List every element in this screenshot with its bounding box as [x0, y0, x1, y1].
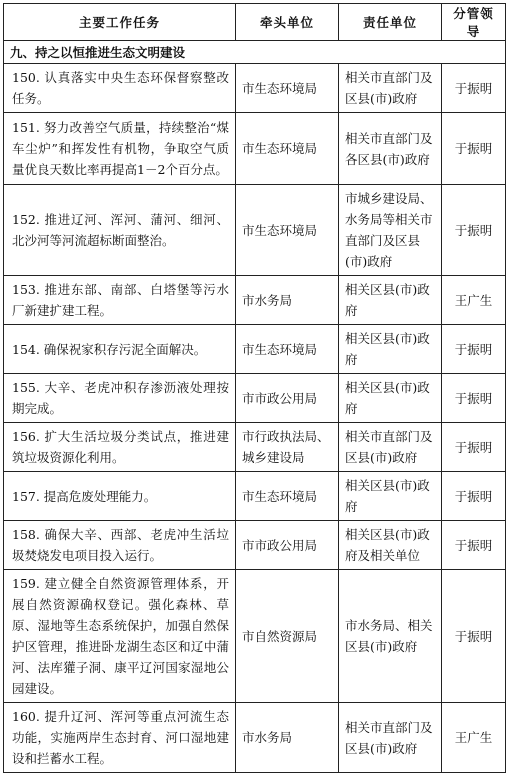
table-header-row: [4, 4, 506, 41]
header-task: 主要工作任务: [4, 4, 236, 41]
responsible-unit-cell: 相关区县(市)政府: [339, 472, 442, 521]
task-cell: 155. 大辛、老虎冲积存渗沥液处理按期完成。: [4, 374, 236, 423]
responsible-unit-cell: 相关区县(市)政府: [339, 276, 442, 325]
table-row: [4, 423, 506, 472]
table-row: [4, 185, 506, 276]
leader-cell: 于振明: [442, 570, 506, 703]
work-task-table: [3, 3, 506, 773]
responsible-unit-cell: 相关市直部门及区县(市)政府: [339, 423, 442, 472]
leader-cell: 于振明: [442, 113, 506, 185]
lead-unit-cell: 市市政公用局: [236, 374, 339, 423]
lead-unit-cell: 市水务局: [236, 703, 339, 773]
header-lead-unit: 牵头单位: [236, 4, 339, 41]
work-task-table-document: [3, 3, 505, 773]
leader-cell: 于振明: [442, 521, 506, 570]
task-cell: 153. 推进东部、南部、白塔堡等污水厂新建扩建工程。: [4, 276, 236, 325]
table-row: [4, 325, 506, 374]
leader-cell: 于振明: [442, 374, 506, 423]
table-row: [4, 521, 506, 570]
task-cell: 160. 提升辽河、浑河等重点河流生态功能，实施两岸生态封育、河口湿地建设和拦蓄水工程。: [4, 703, 236, 773]
lead-unit-cell: 市行政执法局、城乡建设局: [236, 423, 339, 472]
lead-unit-cell: 市生态环境局: [236, 325, 339, 374]
task-cell: 151. 努力改善空气质量，持续整治“煤车尘炉”和挥发性有机物，争取空气质量优良天数比率再提高1－2个百分点。: [4, 113, 236, 185]
task-cell: 152. 推进辽河、浑河、蒲河、细河、北沙河等河流超标断面整治。: [4, 185, 236, 276]
responsible-unit-cell: 相关市直部门及各区县(市)政府: [339, 113, 442, 185]
table-row: [4, 703, 506, 773]
task-cell: 159. 建立健全自然资源管理体系，开展自然资源确权登记。强化森林、草原、湿地等生态系统保护，加强自然保护区管理，推进卧龙湖生态区和辽中蒲河、法库獾子洞、康平辽河国家湿地公园建设。: [4, 570, 236, 703]
task-cell: 150. 认真落实中央生态环保督察整改任务。: [4, 64, 236, 113]
responsible-unit-cell: 相关区县(市)政府: [339, 325, 442, 374]
leader-cell: 于振明: [442, 472, 506, 521]
responsible-unit-cell: 市城乡建设局、水务局等相关市直部门及区县(市)政府: [339, 185, 442, 276]
lead-unit-cell: 市生态环境局: [236, 185, 339, 276]
lead-unit-cell: 市生态环境局: [236, 113, 339, 185]
task-cell: 156. 扩大生活垃圾分类试点，推进建筑垃圾资源化利用。: [4, 423, 236, 472]
leader-cell: 于振明: [442, 185, 506, 276]
leader-cell: 于振明: [442, 64, 506, 113]
table-row: [4, 64, 506, 113]
lead-unit-cell: 市水务局: [236, 276, 339, 325]
task-cell: 158. 确保大辛、西部、老虎冲生活垃圾焚烧发电项目投入运行。: [4, 521, 236, 570]
table-row: [4, 113, 506, 185]
leader-cell: 于振明: [442, 325, 506, 374]
table-row: [4, 472, 506, 521]
responsible-unit-cell: 相关市直部门及区县(市)政府: [339, 703, 442, 773]
task-cell: 154. 确保祝家积存污泥全面解决。: [4, 325, 236, 374]
task-cell: 157. 提高危废处理能力。: [4, 472, 236, 521]
leader-cell: 王广生: [442, 703, 506, 773]
leader-cell: 王广生: [442, 276, 506, 325]
lead-unit-cell: 市生态环境局: [236, 64, 339, 113]
leader-cell: 于振明: [442, 423, 506, 472]
responsible-unit-cell: 相关区县(市)政府: [339, 374, 442, 423]
section-title: 九、持之以恒推进生态文明建设: [4, 41, 506, 64]
responsible-unit-cell: 相关区县(市)政府及相关单位: [339, 521, 442, 570]
lead-unit-cell: 市市政公用局: [236, 521, 339, 570]
table-row: [4, 374, 506, 423]
section-row: [4, 41, 506, 64]
table-row: [4, 276, 506, 325]
header-responsible-unit: 责任单位: [339, 4, 442, 41]
responsible-unit-cell: 市水务局、相关区县(市)政府: [339, 570, 442, 703]
lead-unit-cell: 市生态环境局: [236, 472, 339, 521]
table-row: [4, 570, 506, 703]
header-leader: 分管领导: [442, 4, 506, 41]
responsible-unit-cell: 相关市直部门及区县(市)政府: [339, 64, 442, 113]
lead-unit-cell: 市自然资源局: [236, 570, 339, 703]
